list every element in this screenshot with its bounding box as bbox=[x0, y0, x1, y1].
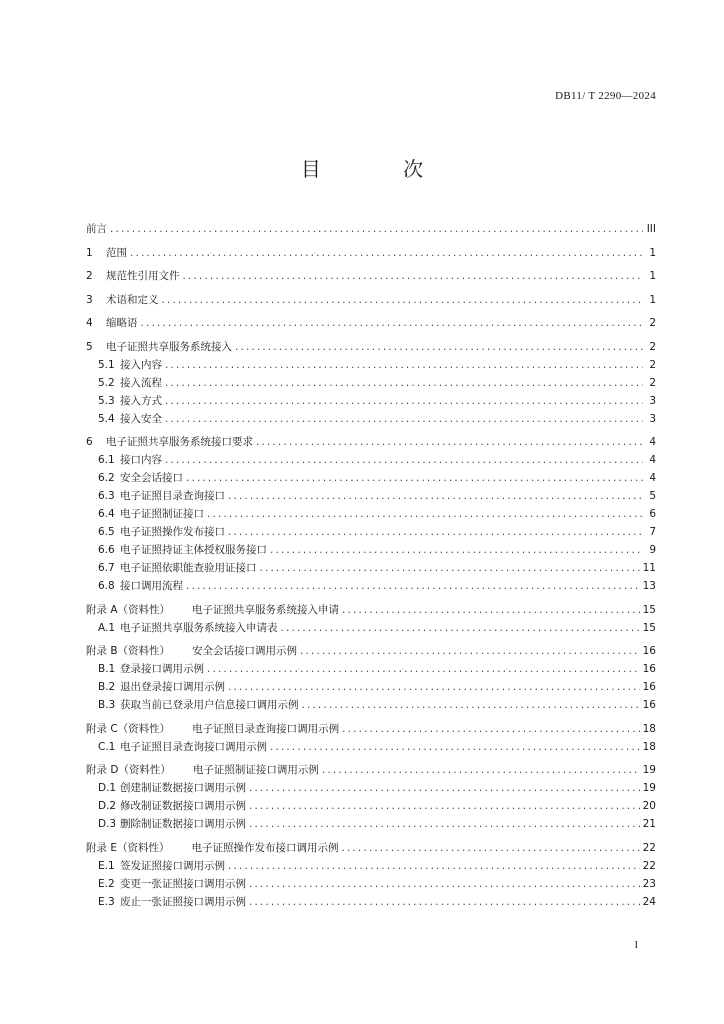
toc-entry-title: 变更一张证照接口调用示例 bbox=[120, 877, 246, 890]
toc-entry-title: 电子证照依职能查验用证接口 bbox=[120, 562, 257, 574]
toc-entry[interactable] bbox=[86, 452, 656, 470]
toc-entry[interactable] bbox=[86, 393, 656, 411]
toc-entry-page: 16 bbox=[642, 663, 656, 675]
toc-entry-page: 4 bbox=[649, 436, 656, 448]
toc-entry-page: 6 bbox=[649, 508, 656, 520]
toc-entry-number: 1 bbox=[86, 246, 93, 259]
toc-entry-number: 5.1 bbox=[98, 358, 115, 371]
toc-entry[interactable] bbox=[86, 661, 656, 679]
dot-leader bbox=[249, 800, 640, 812]
toc-entry[interactable] bbox=[86, 470, 656, 488]
toc-entry-title: 签发证照接口调用示例 bbox=[120, 859, 225, 872]
toc-entry[interactable] bbox=[86, 858, 656, 876]
toc-entry-page: 22 bbox=[642, 859, 656, 872]
toc-entry-number: B.3 bbox=[98, 699, 116, 711]
toc-entry-number: 附录 C（资料性） bbox=[86, 722, 171, 735]
toc-entry[interactable] bbox=[86, 816, 656, 834]
toc-entry-page: 3 bbox=[649, 412, 656, 425]
toc-entry[interactable] bbox=[86, 268, 656, 286]
dot-leader bbox=[186, 580, 640, 592]
toc-entry-title: 安全会话接口 bbox=[120, 472, 183, 484]
toc-entry-title: 安全会话接口调用示例 bbox=[192, 645, 298, 657]
toc-entry[interactable] bbox=[86, 542, 656, 560]
toc-entry[interactable] bbox=[86, 679, 656, 697]
toc-entry-page: 1 bbox=[649, 246, 656, 259]
toc-entry-title: 获取当前已登录用户信息接口调用示例 bbox=[120, 699, 299, 711]
toc-entry[interactable] bbox=[86, 375, 656, 393]
toc-entry-number: 6.3 bbox=[98, 490, 115, 502]
toc-entry-title: 接入安全 bbox=[120, 412, 162, 425]
toc-entry-page: 2 bbox=[649, 376, 656, 389]
toc-entry-page: 4 bbox=[649, 454, 656, 466]
toc-entry-page: III bbox=[646, 223, 656, 235]
dot-leader bbox=[110, 223, 643, 235]
toc-entry-number: D.3 bbox=[98, 818, 117, 830]
toc-entry-page: 18 bbox=[642, 740, 656, 753]
toc-entry-title: 创建制证数据接口调用示例 bbox=[120, 782, 246, 794]
toc-entry-page: 9 bbox=[649, 544, 656, 556]
toc-entry-title: 接入内容 bbox=[120, 358, 162, 371]
toc-entry-page: 24 bbox=[642, 895, 656, 908]
toc-entry-page: 23 bbox=[642, 877, 656, 890]
dot-leader bbox=[270, 741, 640, 753]
toc-entry-title: 退出登录接口调用示例 bbox=[120, 681, 225, 693]
toc-entry[interactable] bbox=[86, 245, 656, 263]
dot-leader bbox=[249, 878, 640, 890]
toc-entry-number: 5.2 bbox=[98, 376, 115, 389]
standard-id: DB11/ T 2290—2024 bbox=[555, 90, 656, 102]
toc-entry-title: 接口调用流程 bbox=[120, 580, 183, 592]
toc-entry-title: 电子证照共享服务系统接口要求 bbox=[106, 436, 253, 448]
dot-leader bbox=[249, 896, 640, 908]
toc-entry-number: E.3 bbox=[98, 895, 115, 908]
toc-entry-page: 15 bbox=[642, 621, 656, 634]
toc-entry[interactable] bbox=[86, 840, 656, 858]
toc-entry-number: 6.6 bbox=[98, 544, 115, 556]
toc-entry[interactable] bbox=[86, 697, 656, 715]
toc-entry-title: 电子证照共享服务系统接入申请 bbox=[192, 603, 340, 616]
dot-leader bbox=[165, 359, 643, 371]
toc-entry[interactable] bbox=[86, 643, 656, 661]
toc-entry-title: 登录接口调用示例 bbox=[120, 663, 204, 675]
toc-entry-number: 6.5 bbox=[98, 526, 115, 538]
toc-entry-title: 接入流程 bbox=[120, 376, 162, 389]
toc-entry-page: 2 bbox=[649, 358, 656, 371]
toc-entry[interactable] bbox=[86, 560, 656, 578]
toc-entry-page: 7 bbox=[649, 526, 656, 538]
toc-entry[interactable] bbox=[86, 739, 656, 757]
dot-leader bbox=[207, 663, 640, 675]
toc-entry[interactable] bbox=[86, 602, 656, 620]
toc-entry-number: E.1 bbox=[98, 859, 115, 872]
toc-entry[interactable] bbox=[86, 876, 656, 894]
toc-entry-number: 6.1 bbox=[98, 454, 115, 466]
toc-entry-number: 6.8 bbox=[98, 580, 115, 592]
toc-entry-page: 19 bbox=[642, 782, 656, 794]
toc-entry-page: 20 bbox=[642, 800, 656, 812]
toc-entry-page: 11 bbox=[642, 562, 656, 574]
toc-entry-number: 5.4 bbox=[98, 412, 115, 425]
toc-entry-page: 4 bbox=[649, 472, 656, 484]
toc-entry[interactable] bbox=[86, 620, 656, 638]
toc-entry-number: C.1 bbox=[98, 740, 116, 753]
dot-leader bbox=[228, 681, 640, 693]
page-title: 目 次 bbox=[300, 157, 462, 181]
toc-entry[interactable] bbox=[86, 221, 656, 239]
toc-entry-title: 电子证照持证主体授权服务接口 bbox=[120, 544, 267, 556]
toc-entry-page: 16 bbox=[642, 699, 656, 711]
dot-leader bbox=[165, 395, 643, 407]
toc-entry-number: A.1 bbox=[98, 621, 116, 634]
dot-leader bbox=[281, 622, 640, 634]
toc-entry-page: 18 bbox=[642, 722, 656, 735]
toc-entry[interactable] bbox=[86, 357, 656, 375]
toc-entry-title: 电子证照操作发布接口调用示例 bbox=[191, 841, 339, 854]
toc-entry-page: 15 bbox=[642, 603, 656, 616]
dot-leader bbox=[228, 490, 643, 502]
dot-leader bbox=[342, 604, 640, 616]
toc-entry-number: 5 bbox=[86, 340, 93, 353]
toc-entry-title: 范围 bbox=[106, 246, 127, 259]
toc-entry-title: 接入方式 bbox=[120, 394, 162, 407]
toc-entry[interactable] bbox=[86, 411, 656, 429]
toc-entry-number: 5.3 bbox=[98, 394, 115, 407]
toc-entry[interactable] bbox=[86, 762, 656, 780]
toc-entry-number: 2 bbox=[86, 270, 93, 282]
toc-entry-page: 19 bbox=[642, 764, 656, 776]
dot-leader bbox=[342, 723, 639, 735]
dot-leader bbox=[162, 294, 644, 306]
toc-entry-page: 16 bbox=[642, 645, 656, 657]
table-of-contents bbox=[86, 221, 656, 912]
toc-entry-number: 附录 B（资料性） bbox=[86, 645, 171, 657]
dot-leader bbox=[207, 508, 643, 520]
toc-entry[interactable] bbox=[86, 488, 656, 506]
toc-entry-title: 术语和定义 bbox=[106, 293, 159, 306]
toc-entry-number: D.2 bbox=[98, 800, 117, 812]
toc-entry-number: B.1 bbox=[98, 663, 116, 675]
toc-entry-title: 前言 bbox=[86, 223, 107, 235]
toc-entry-page: 21 bbox=[642, 818, 656, 830]
dot-leader bbox=[270, 544, 643, 556]
toc-entry-number: E.2 bbox=[98, 877, 115, 890]
toc-entry[interactable] bbox=[86, 780, 656, 798]
dot-leader bbox=[235, 341, 643, 353]
dot-leader bbox=[165, 377, 643, 389]
dot-leader bbox=[260, 562, 640, 574]
dot-leader bbox=[341, 842, 639, 854]
toc-entry-title: 电子证照共享服务系统接入 bbox=[106, 340, 232, 353]
toc-entry-title: 电子证照目录查询接口 bbox=[120, 490, 225, 502]
toc-entry-page: 2 bbox=[649, 317, 656, 329]
dot-leader bbox=[130, 247, 643, 259]
toc-entry-title: 电子证照操作发布接口 bbox=[120, 526, 225, 538]
toc-entry-title: 电子证照共享服务系统接入申请表 bbox=[120, 621, 278, 634]
toc-entry-title: 电子证照制证接口调用示例 bbox=[192, 764, 319, 776]
toc-entry-number: D.1 bbox=[98, 782, 117, 794]
toc-entry-title: 电子证照目录查询接口调用示例 bbox=[120, 740, 267, 753]
toc-entry-number: 附录 E（资料性） bbox=[86, 841, 170, 854]
dot-leader bbox=[165, 454, 643, 466]
toc-entry-number: 6.2 bbox=[98, 472, 115, 484]
dot-leader bbox=[228, 860, 640, 872]
toc-entry-title: 缩略语 bbox=[106, 317, 138, 329]
toc-entry-page: 3 bbox=[649, 394, 656, 407]
toc-entry-title: 电子证照目录查询接口调用示例 bbox=[192, 722, 340, 735]
toc-entry-number: 3 bbox=[86, 293, 93, 306]
toc-entry-number: 6.7 bbox=[98, 562, 115, 574]
toc-entry[interactable] bbox=[86, 434, 656, 452]
toc-entry[interactable] bbox=[86, 798, 656, 816]
toc-entry[interactable] bbox=[86, 339, 656, 357]
toc-entry-number: 附录 A（资料性） bbox=[86, 603, 171, 616]
dot-leader bbox=[165, 413, 643, 425]
toc-entry-title: 删除制证数据接口调用示例 bbox=[120, 818, 246, 830]
dot-leader bbox=[300, 645, 640, 657]
toc-entry-number: B.2 bbox=[98, 681, 116, 693]
toc-entry-number: 6.4 bbox=[98, 508, 115, 520]
toc-entry-title: 规范性引用文件 bbox=[106, 270, 180, 282]
toc-entry-number: 附录 D（资料性） bbox=[86, 764, 171, 776]
page-number: I bbox=[634, 940, 638, 951]
toc-entry-title: 修改制证数据接口调用示例 bbox=[120, 800, 246, 812]
toc-entry-page: 5 bbox=[649, 490, 656, 502]
toc-entry-title: 废止一张证照接口调用示例 bbox=[120, 895, 246, 908]
toc-entry-page: 1 bbox=[649, 270, 656, 282]
dot-leader bbox=[186, 472, 643, 484]
dot-leader bbox=[249, 782, 640, 794]
dot-leader bbox=[249, 818, 640, 830]
toc-entry-title: 接口内容 bbox=[120, 454, 162, 466]
toc-entry[interactable] bbox=[86, 721, 656, 739]
toc-entry-page: 22 bbox=[642, 841, 656, 854]
dot-leader bbox=[256, 436, 643, 448]
dot-leader bbox=[141, 317, 644, 329]
toc-entry-page: 2 bbox=[649, 340, 656, 353]
toc-entry-page: 1 bbox=[649, 293, 656, 306]
toc-entry-number: 4 bbox=[86, 317, 93, 329]
dot-leader bbox=[183, 270, 644, 282]
dot-leader bbox=[228, 526, 643, 538]
toc-entry[interactable] bbox=[86, 506, 656, 524]
toc-entry[interactable] bbox=[86, 292, 656, 310]
toc-entry-page: 13 bbox=[642, 580, 656, 592]
toc-entry-number: 6 bbox=[86, 436, 93, 448]
toc-entry[interactable] bbox=[86, 524, 656, 542]
dot-leader bbox=[302, 699, 640, 711]
toc-entry-page: 16 bbox=[642, 681, 656, 693]
toc-entry[interactable] bbox=[86, 578, 656, 596]
toc-entry[interactable] bbox=[86, 315, 656, 333]
dot-leader bbox=[322, 764, 640, 776]
toc-entry[interactable] bbox=[86, 894, 656, 912]
toc-entry-title: 电子证照制证接口 bbox=[120, 508, 204, 520]
